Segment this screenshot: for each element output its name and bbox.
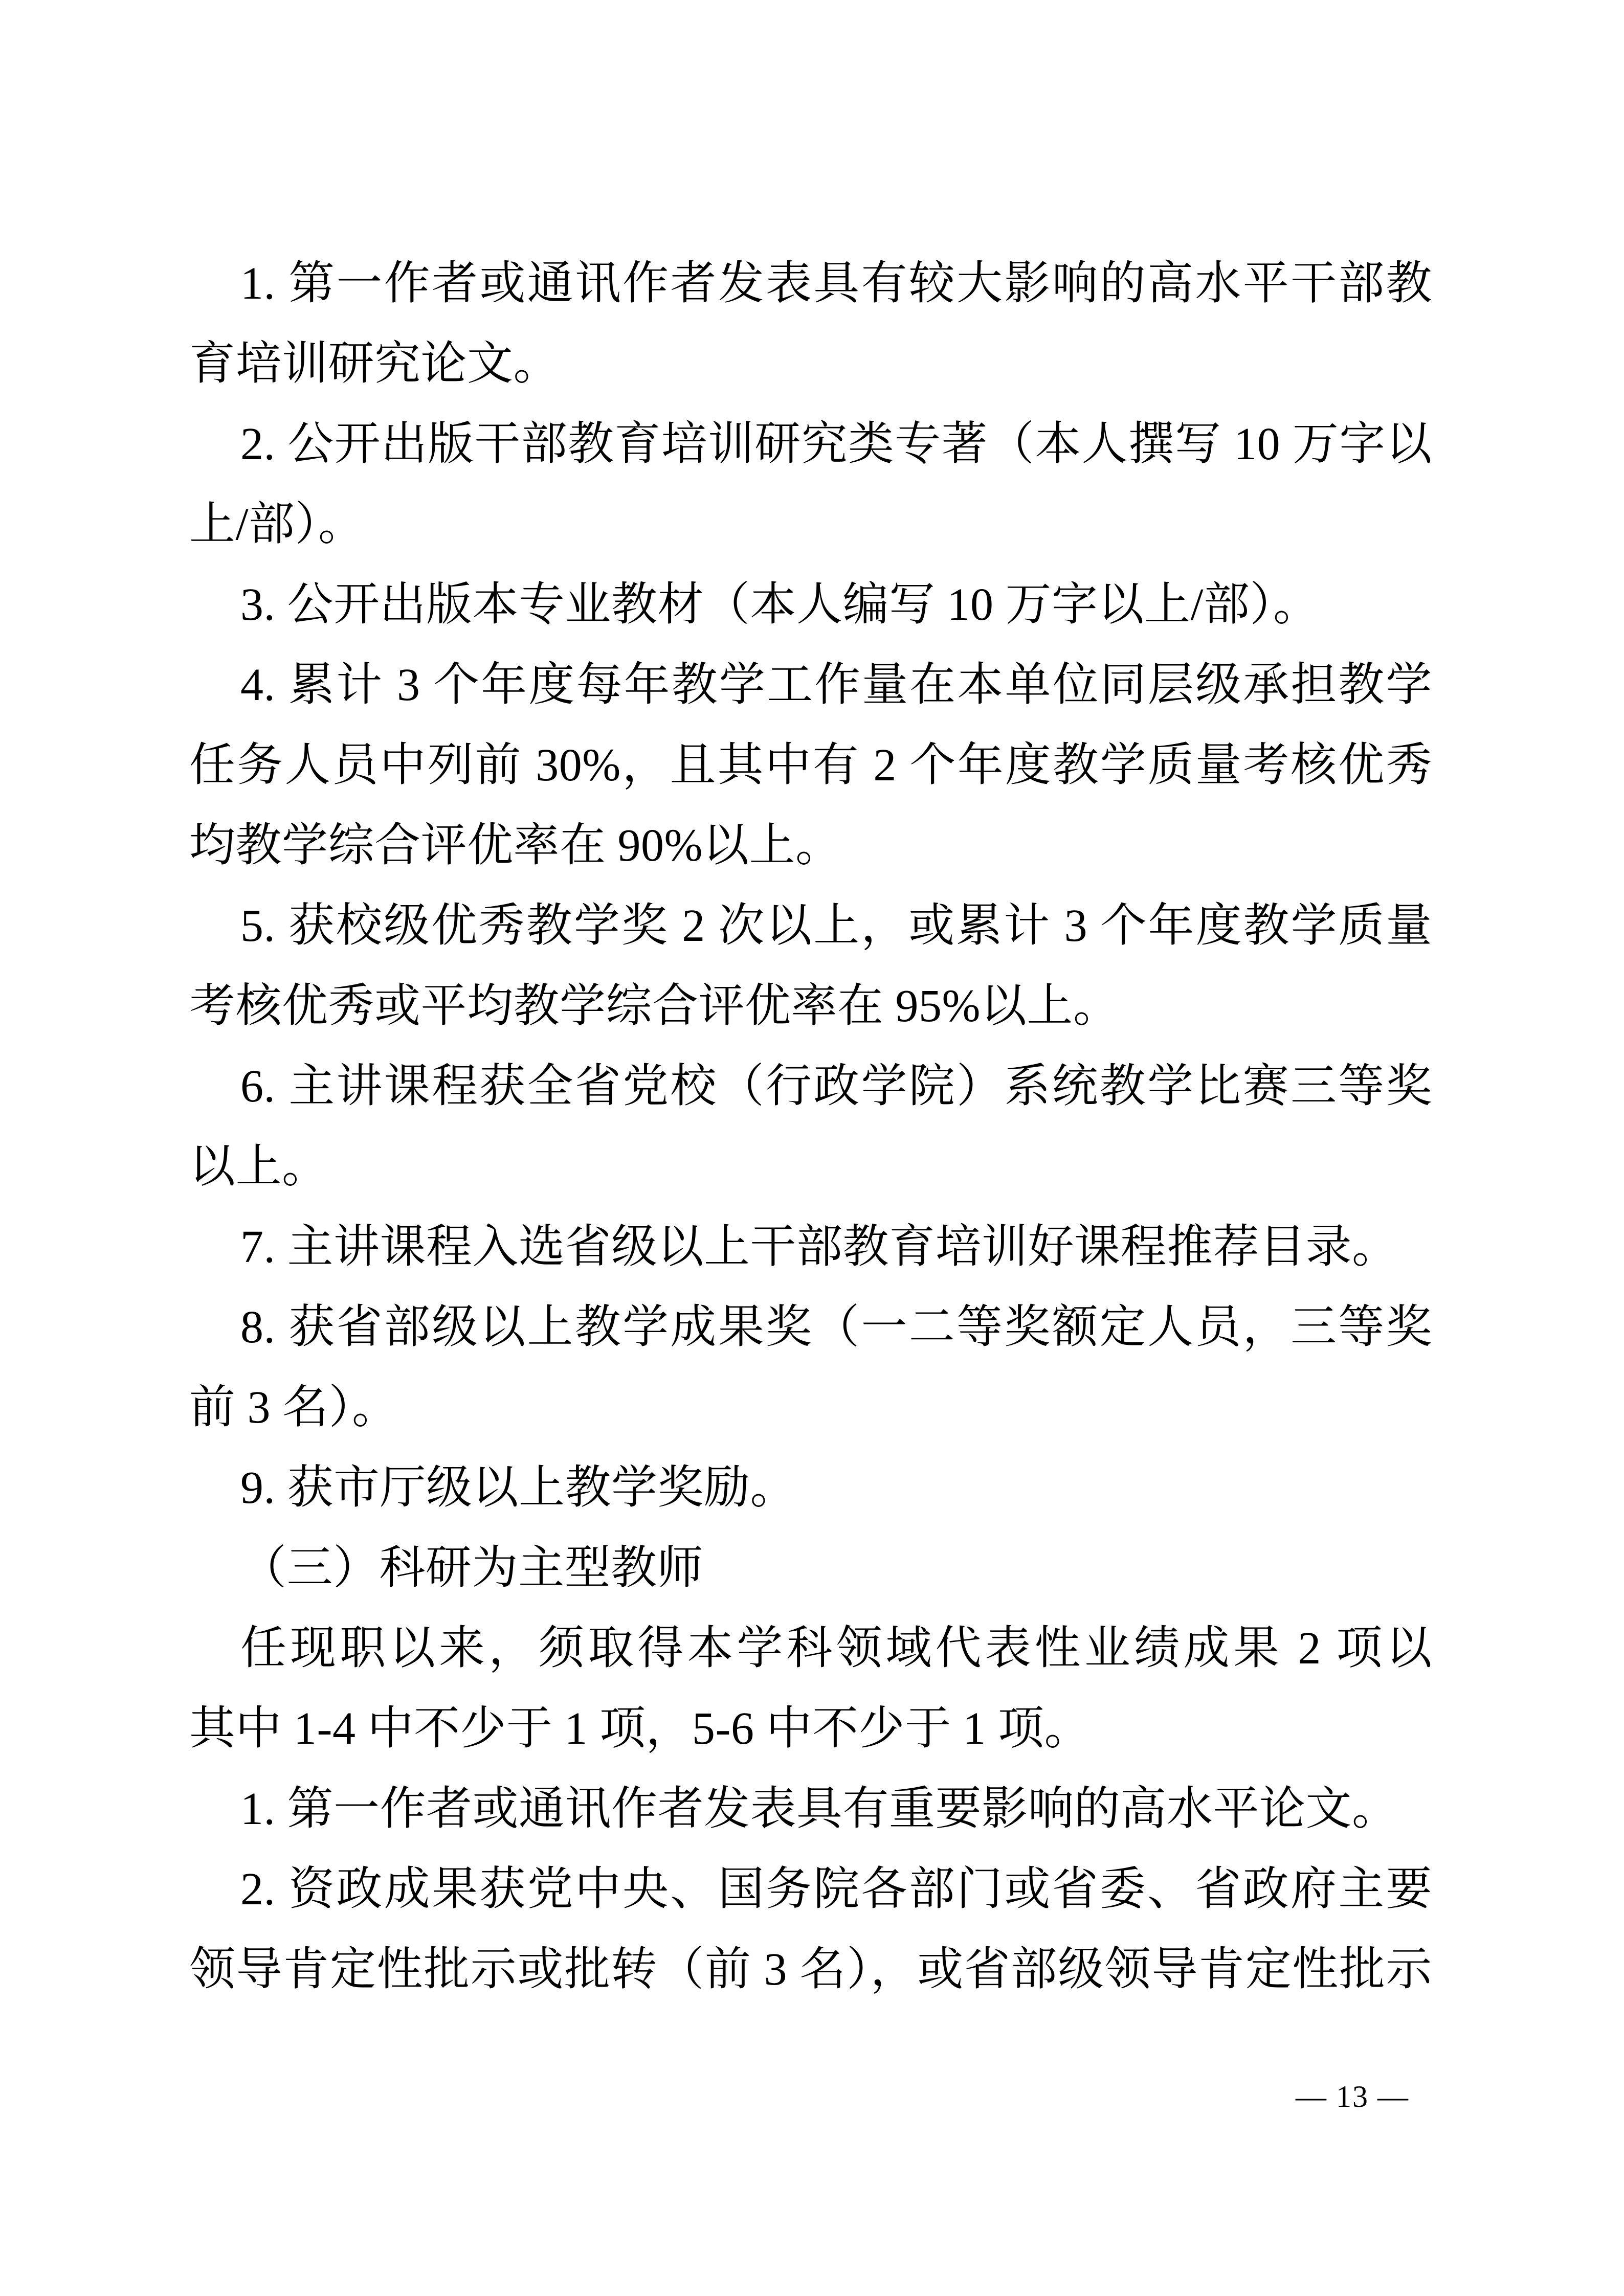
text-line: 领导肯定性批示或批转（前 3 名），或省部级领导肯定性批示 bbox=[189, 1944, 1432, 1995]
text-line: 7. 主讲课程入选省级以上干部教育培训好课程推荐目录。 bbox=[240, 1222, 1398, 1272]
text-line: 2. 公开出版干部教育培训研究类专著（本人撰写 10 万字以 bbox=[240, 419, 1432, 469]
document-body bbox=[189, 243, 1432, 2010]
text-line: 1. 第一作者或通讯作者发表具有重要影响的高水平论文。 bbox=[240, 1784, 1398, 1834]
text-line: 均教学综合评优率在 90%以上。 bbox=[189, 820, 842, 871]
text-line: 其中 1-4 中不少于 1 项，5-6 中不少于 1 项。 bbox=[189, 1703, 1091, 1754]
text-line: 1. 第一作者或通讯作者发表具有较大影响的高水平干部教 bbox=[240, 258, 1432, 309]
text-line: 任务人员中列前 30%，且其中有 2 个年度教学质量考核优秀 bbox=[189, 740, 1432, 791]
text-line: 9. 获市厅级以上教学奖励。 bbox=[240, 1462, 796, 1513]
text-line: 2. 资政成果获党中央、国务院各部门或省委、省政府主要 bbox=[240, 1864, 1432, 1915]
text-line: 8. 获省部级以上教学成果奖（一二等奖额定人员，三等奖 bbox=[240, 1302, 1432, 1353]
text-line: 前 3 名）。 bbox=[189, 1382, 398, 1433]
text-line: 上/部）。 bbox=[189, 499, 365, 550]
page-number: — 13 — bbox=[1296, 2080, 1409, 2113]
text-line: 4. 累计 3 个年度每年教学工作量在本单位同层级承担教学 bbox=[240, 660, 1432, 710]
text-line: 考核优秀或平均教学综合评优率在 95%以上。 bbox=[189, 981, 1120, 1031]
text-line: 育培训研究论文。 bbox=[189, 339, 560, 389]
text-line: 6. 主讲课程获全省党校（行政学院）系统教学比赛三等奖 bbox=[240, 1061, 1432, 1112]
text-line: 5. 获校级优秀教学奖 2 次以上，或累计 3 个年度教学质量 bbox=[240, 901, 1432, 951]
text-line: 3. 公开出版本专业教材（本人编写 10 万字以上/部）。 bbox=[240, 579, 1320, 630]
text-line: （三）科研为主型教师 bbox=[240, 1543, 703, 1593]
text-line: 任现职以来，须取得本学科领域代表性业绩成果 2 项以 bbox=[240, 1623, 1432, 1674]
text-line: 以上。 bbox=[189, 1141, 328, 1192]
